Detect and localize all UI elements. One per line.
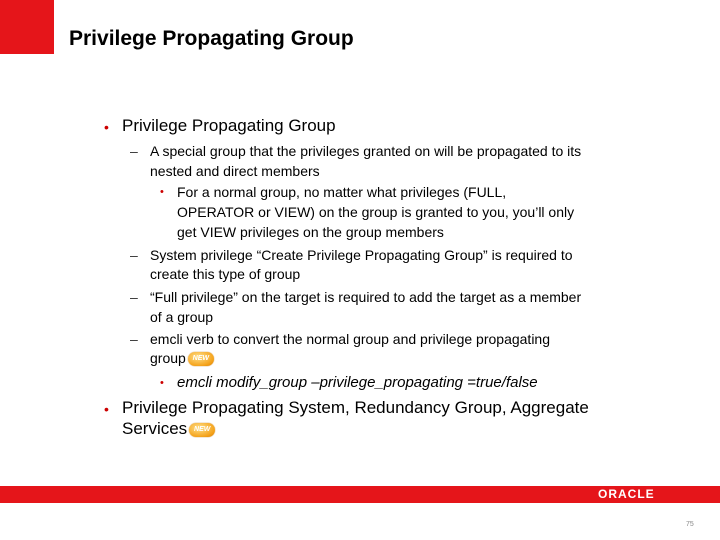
bullet-dot-icon: • — [160, 377, 164, 389]
command-example: emcli modify_group –privilege_propagating =true/false — [177, 374, 538, 391]
sub-bullet-line — [150, 350, 214, 366]
dash-icon: – — [130, 143, 138, 159]
sub-bullet-text: group — [150, 350, 186, 366]
dash-icon: – — [130, 289, 138, 305]
sub-bullet-text: emcli verb to convert the normal group and privilege propagating — [150, 331, 551, 347]
bullet-dot-icon: • — [104, 401, 109, 417]
sub-bullet-text: of a group — [150, 309, 214, 325]
oracle-logo: ORACLE — [598, 487, 655, 501]
sub-sub-bullet-text: For a normal group, no matter what privileges (FULL, — [177, 184, 507, 200]
page-number: 75 — [686, 521, 694, 528]
sub-bullet-text: nested and direct members — [150, 163, 320, 179]
sub-bullet-text: create this type of group — [150, 266, 301, 282]
sub-bullet-text: A special group that the privileges granted on will be propagated to its — [150, 143, 582, 159]
dash-icon: – — [130, 331, 138, 347]
bullet-line — [122, 419, 215, 439]
slide-title: Privilege Propagating Group — [69, 27, 354, 50]
sub-bullet-text: System privilege “Create Privilege Propagating Group” is required to — [150, 247, 573, 263]
sub-sub-bullet-text: OPERATOR or VIEW) on the group is granted to you, you’ll only — [177, 204, 575, 220]
bullet-dot-icon: • — [160, 186, 164, 198]
bullet-text: Privilege Propagating Group — [122, 116, 336, 135]
sub-bullet-text: “Full privilege” on the target is required to add the target as a member — [150, 289, 582, 305]
bullet-text: Services — [122, 419, 188, 438]
bullet-text: Privilege Propagating System, Redundancy Group, Aggregate — [122, 398, 589, 417]
sub-sub-bullet-text: get VIEW privileges on the group members — [177, 224, 444, 240]
new-badge-icon: NEW — [188, 352, 214, 366]
bullet-dot-icon: • — [104, 119, 109, 135]
new-badge-icon: NEW — [189, 423, 215, 437]
dash-icon: – — [130, 247, 138, 263]
